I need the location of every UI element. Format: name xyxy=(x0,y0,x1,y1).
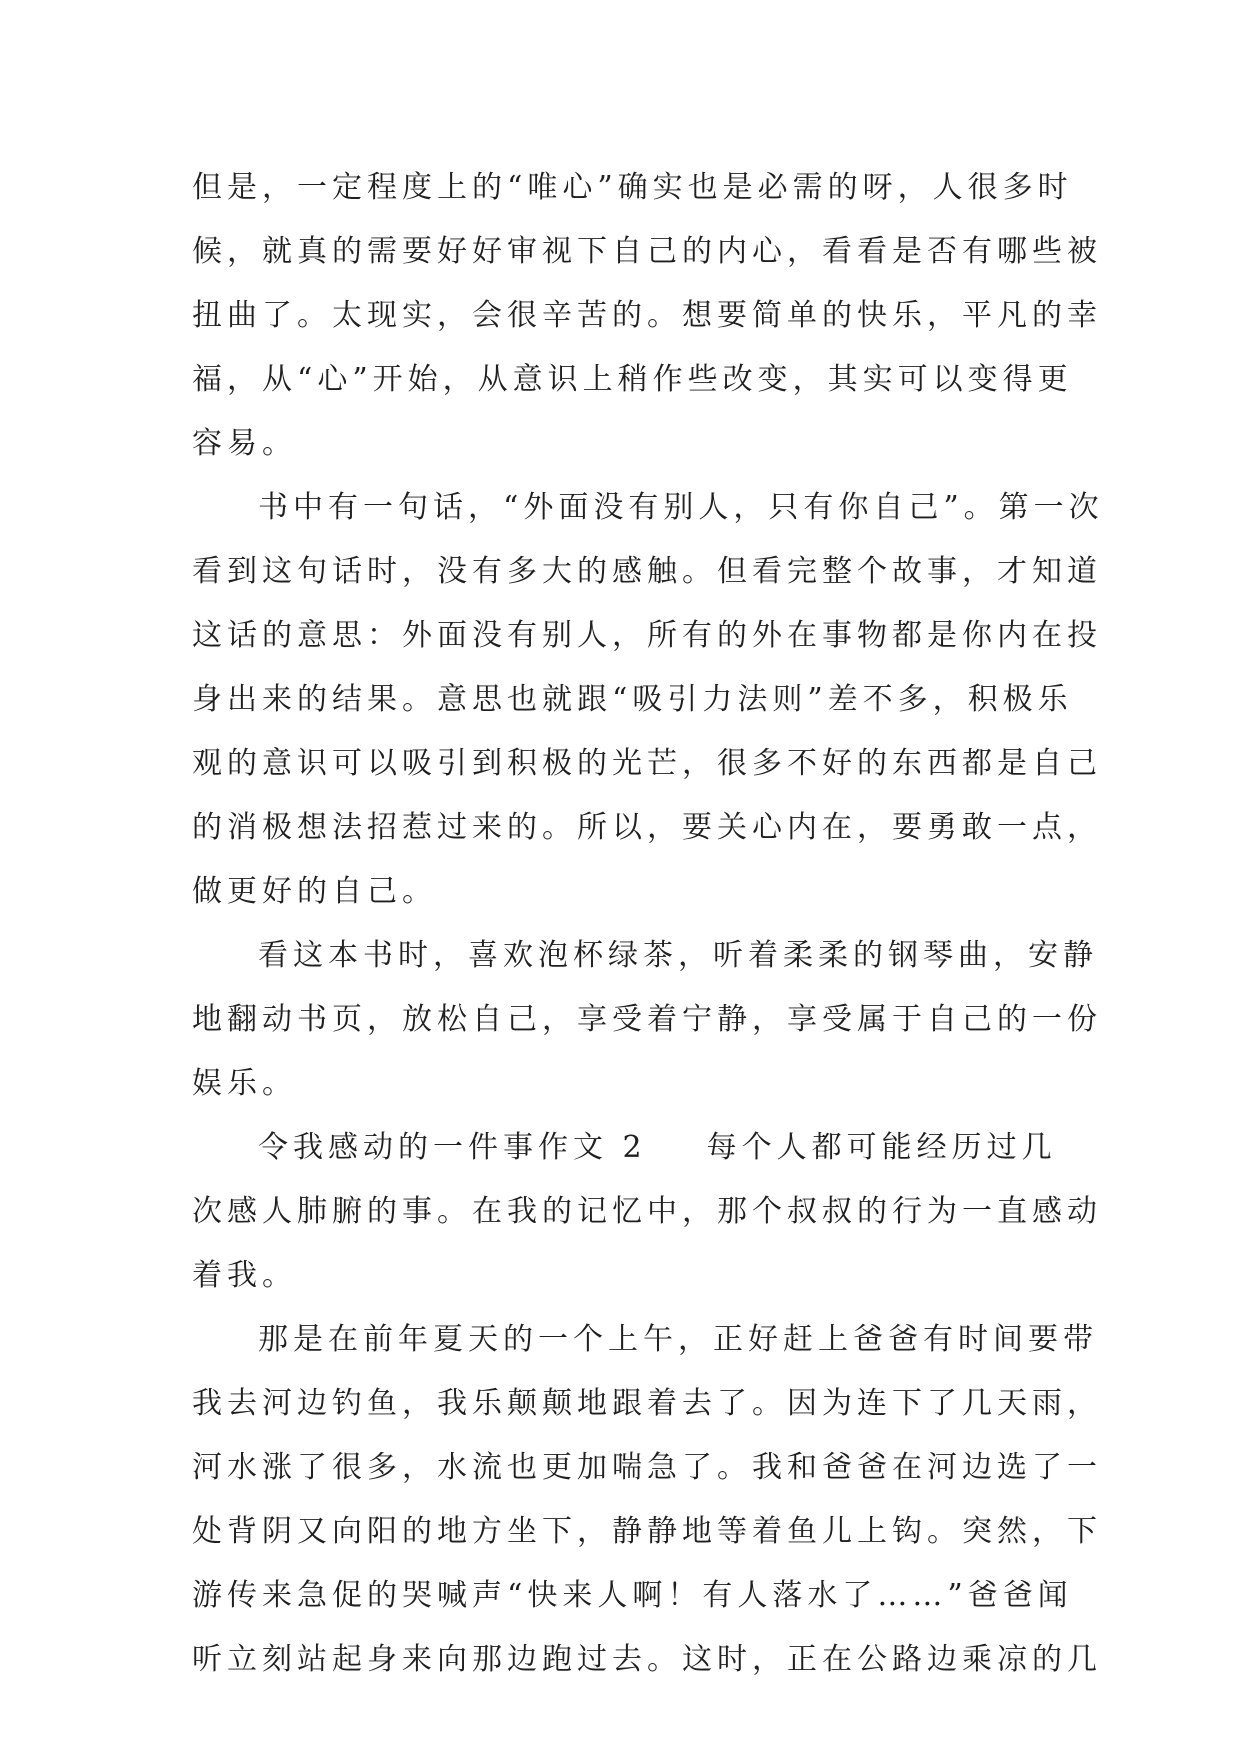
text-line: 着我。 xyxy=(192,1258,297,1293)
text-line: 候，就真的需要好好审视下自己的内心，看看是否有哪些被 xyxy=(192,234,1102,269)
text-line: 容易。 xyxy=(192,426,297,461)
text-line: 听立刻站起身来向那边跑过去。这时，正在公路边乘凉的几 xyxy=(192,1642,1102,1677)
text-line: 这话的意思：外面没有别人，所有的外在事物都是你内在投 xyxy=(192,618,1102,653)
text-line: 做更好的自己。 xyxy=(192,874,437,909)
text-line: 扭曲了。太现实，会很辛苦的。想要简单的快乐，平凡的幸 xyxy=(192,298,1102,333)
essay-first-line: 每个人都可能经历过几 xyxy=(706,1130,1057,1165)
body-text xyxy=(192,156,1104,1692)
text-line: 福，从“心”开始，从意识上稍作些改变，其实可以变得更 xyxy=(192,362,1073,397)
text-line: 游传来急促的哭喊声“快来人啊！有人落水了……”爸爸闻 xyxy=(192,1578,1073,1613)
text-line: 那是在前年夏天的一个上午，正好赶上爸爸有时间要带 xyxy=(258,1322,1098,1357)
text-line: 看到这句话时，没有多大的感触。但看完整个故事，才知道 xyxy=(192,554,1102,589)
text-line: 我去河边钓鱼，我乐颠颠地跟着去了。因为连下了几天雨， xyxy=(192,1386,1102,1421)
text-line: 地翻动书页，放松自己，享受着宁静，享受属于自己的一份 xyxy=(192,1002,1102,1037)
text-line: 观的意识可以吸引到积极的光芒，很多不好的东西都是自己 xyxy=(192,746,1102,781)
text-line: 娱乐。 xyxy=(192,1066,297,1101)
essay-title-line xyxy=(192,1116,1056,1180)
text-line: 书中有一句话，“外面没有别人，只有你自己”。第一次 xyxy=(258,490,1104,525)
text-line: 看这本书时，喜欢泡杯绿茶，听着柔柔的钢琴曲，安静 xyxy=(258,938,1098,973)
text-line: 河水涨了很多，水流也更加喘急了。我和爸爸在河边选了一 xyxy=(192,1450,1102,1485)
essay-title: 令我感动的一件事作文 2 xyxy=(258,1130,647,1165)
text-line: 处背阴又向阳的地方坐下，静静地等着鱼儿上钩。突然，下 xyxy=(192,1514,1102,1549)
text-line: 但是，一定程度上的“唯心”确实也是必需的呀，人很多时 xyxy=(192,170,1073,205)
text-line: 的消极想法招惹过来的。所以，要关心内在，要勇敢一点， xyxy=(192,810,1102,845)
text-line: 次感人肺腑的事。在我的记忆中，那个叔叔的行为一直感动 xyxy=(192,1194,1102,1229)
text-line: 身出来的结果。意思也就跟“吸引力法则”差不多，积极乐 xyxy=(192,682,1073,717)
